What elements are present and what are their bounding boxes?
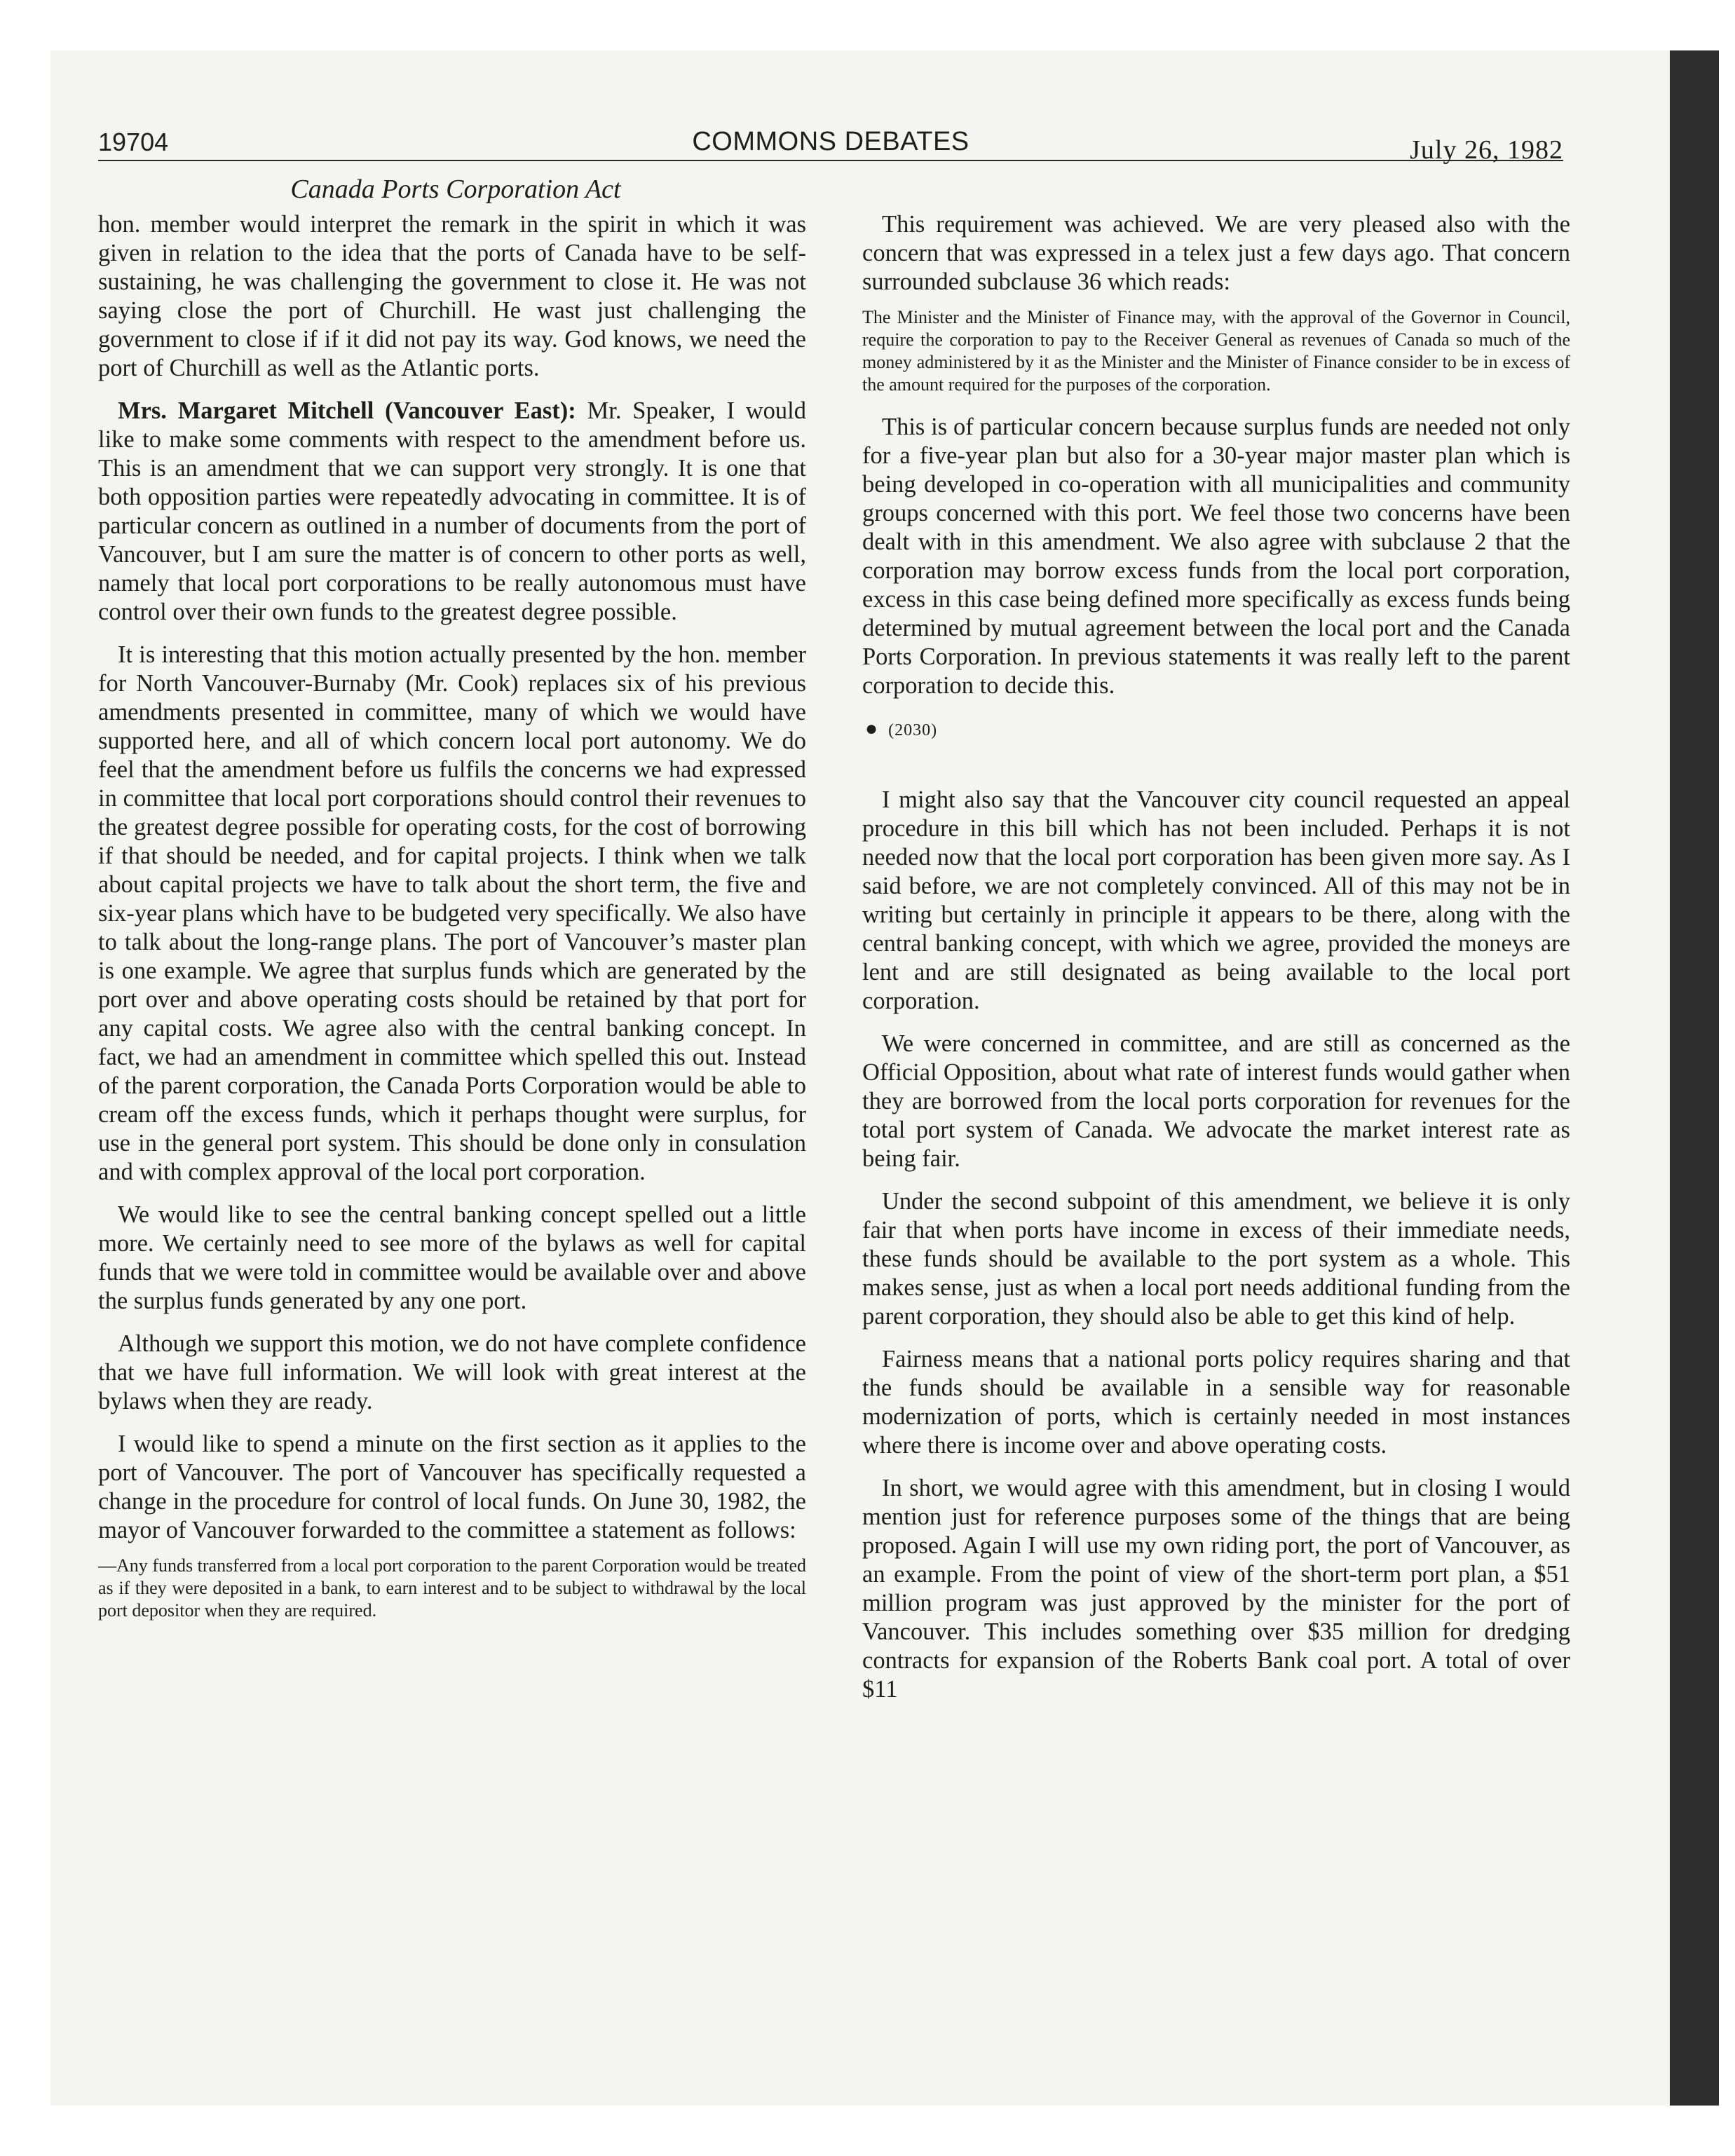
publication-title: COMMONS DEBATES — [692, 127, 969, 156]
paragraph: This requirement was achieved. We are very pleased also with the concern that was expressed in a telex just a few days ago. That concern surrounded subclause 36 which reads: — [862, 211, 1570, 295]
page-header — [98, 111, 1563, 165]
paragraph: Fairness means that a national ports policy requires sharing and that the funds should be available in a sensible way for reasonable modernization of ports, which is certainly needed in most instances where there is income over and above operating costs. — [862, 1346, 1570, 1459]
paragraph: We were concerned in committee, and are still as concerned as the Official Opposition, about what rate of interest funds would gather when they are borrowed from the local ports corporation for revenues for the total port system of Canada. We advocate the market interest rate as being fair. — [862, 1030, 1570, 1172]
scan-edge-shadow — [1670, 50, 1719, 2106]
paragraph: This is of particular concern because surplus funds are needed not only for a five-year plan but also for a 30-year major master plan which is being developed in co-operation with all municipalities and community groups concerned with this port. We feel those two concerns have been dealt with in this amendment. We also agree with subclause 2 that the corporation may borrow excess funds from the local port corporation, excess in this case being defined more specifically as excess funds being determined by mutual agreement between the local port and the Canada Ports Corporation. In previous statements it was really left to the parent corporation to decide this. — [862, 414, 1570, 699]
paragraph: We would like to see the central banking concept spelled out a little more. We certainly need to see more of the bylaws as well for capital funds that we were told in committee would be available over and above the surplus funds generated by any one port. — [98, 1201, 806, 1314]
page-number: 19704 — [98, 128, 169, 156]
speech-text: Mr. Speaker, I would like to make some comments with respect to the amendment before us. This is an amendment that we can support very strongly. It is one that both opposition parties were repeatedly advocating in committee. It is of particular concern as outlined in a number of documents from the port of Vancouver, but I am sure the matter is of concern to other ports as well, namely that local port corporations to be really autonomous must have control over their own funds to the greatest degree possible. — [98, 397, 807, 625]
speaker-name: Mrs. Margaret Mitchell (Vancouver East): — [118, 397, 576, 424]
speech-paragraph — [98, 397, 806, 627]
bullet-icon: ● — [865, 717, 879, 740]
time-marker-label: (2030) — [888, 721, 938, 739]
block-quote: The Minister and the Minister of Finance may, with the approval of the Governor in Council, require the corporation to pay to the Receiver General as revenues of Canada so much of the money administered by it as the Minister and the Minister of Finance consider to be in excess of the amount required for the purposes of the corporation. — [862, 307, 1570, 395]
subject-line: Canada Ports Corporation Act — [290, 175, 621, 204]
paragraph: It is interesting that this motion actually presented by the hon. member for North Vancouver-Burnaby (Mr. Cook) replaces six of his previous amendments presented in committee, many of which we would have supported here, and all of which concern local port autonomy. We do feel that the amendment before us fulfils the concerns we had expressed in committee that local port corporations should control their revenues to the greatest degree possible for operating costs, for the cost of borrowing if that should be needed, and for capital projects. I think when we talk about capital projects we have to talk about the short term, the five and six-year plans which have to be budgeted very specifically. We also have to talk about the long-range plans. The port of Vancouver’s master plan is one example. We agree that surplus funds which are generated by the port over and above operating costs should be retained by that port for any capital costs. We agree also with the central banking concept. In fact, we had an amendment in committee which spelled this out. Instead of the parent corporation, the Canada Ports Corporation would be able to cream off the excess funds, which it perhaps thought were surplus, for use in the general port system. This should be done only in consulation and with complex approval of the local port corporation. — [98, 641, 806, 1185]
paragraph: In short, we would agree with this amendment, but in closing I would mention just for reference purposes some of the things that are being proposed. Again I will use my own riding port, the port of Vancouver, as an example. From the point of view of the short-term port plan, a $51 million program was just approved by the minister for the port of Vancouver. This includes something over $35 million for dredging contracts for expansion of the Roberts Bank coal port. A total of over $11 — [862, 1475, 1570, 1703]
time-marker — [865, 714, 1570, 745]
publication-date: July 26, 1982 — [1410, 135, 1563, 165]
paragraph: I might also say that the Vancouver city council requested an appeal procedure in this bill which has not been included. Perhaps it is not needed now that the local port corporation has been given more say. As I said before, we are not completely convinced. All of this may not be in writing but certainly in principle it appears to be there, along with the central banking concept, with which we agree, provided the moneys are lent and are still designated as being available to the local port corporation. — [862, 786, 1570, 1014]
paragraph: Under the second subpoint of this amendment, we believe it is only fair that when ports have income in excess of their immediate needs, these funds should be available to the port system as a whole. This makes sense, just as when a local port needs additional funding from the parent corporation, they should also be able to get this kind of help. — [862, 1188, 1570, 1330]
paragraph: hon. member would interpret the remark in the spirit in which it was given in relation to the idea that the ports of Canada have to be self-sustaining, he was challenging the government to close it. He was not saying close the port of Churchill. He wast just challenging the government to close if if it did not pay its way. God knows, we need the port of Churchill as well as the Atlantic ports. — [98, 211, 806, 381]
block-quote: —Any funds transferred from a local port corporation to the parent Corporation would be treated as if they were deposited in a bank, to earn interest and to be subject to withdrawal by the local port depositor when they are required. — [98, 1555, 806, 1621]
left-column — [98, 210, 806, 1639]
paragraph: I would like to spend a minute on the first section as it applies to the port of Vancouver. The port of Vancouver has specifically requested a change in the procedure for control of local funds. On June 30, 1982, the mayor of Vancouver forwarded to the committee a statement as follows: — [98, 1431, 806, 1543]
right-column — [862, 210, 1570, 1718]
paragraph: Although we support this motion, we do not have complete confidence that we have full information. We will look with great interest at the bylaws when they are ready. — [98, 1330, 806, 1414]
